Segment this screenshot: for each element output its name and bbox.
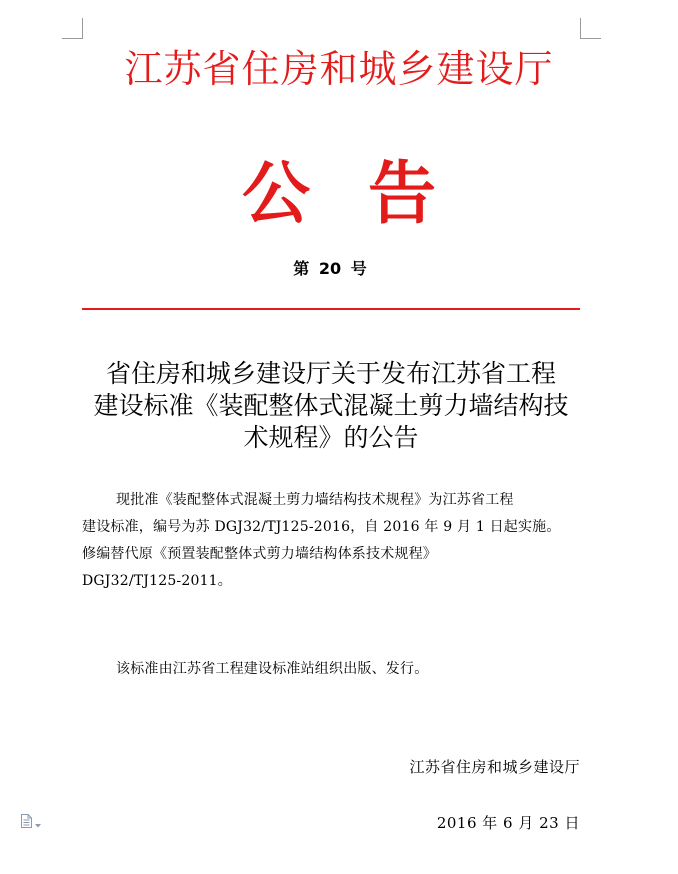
document-number: 第 20 号 xyxy=(293,259,367,278)
issuer-heading: 江苏省住房和城乡建设厅 xyxy=(124,47,554,91)
crop-mark-top-left xyxy=(62,18,83,39)
title-line-3: 术规程》的公告 xyxy=(243,423,419,452)
body-line: DGJ32/TJ125-2011。 xyxy=(82,573,232,589)
chevron-down-icon xyxy=(35,813,41,832)
red-separator-line xyxy=(82,308,580,310)
title-line-2: 建设标准《装配整体式混凝土剪力墙结构技 xyxy=(93,391,569,420)
body-paragraph-1 xyxy=(82,487,582,595)
paragraph-layout-button[interactable] xyxy=(21,814,51,830)
document-icon xyxy=(21,813,32,832)
document-type-heading: 公告 xyxy=(241,154,494,234)
announcement-title xyxy=(82,358,580,454)
body-paragraph-2 xyxy=(82,656,582,683)
body-line: 现批准《装配整体式混凝土剪力墙结构技术规程》为江苏省工程 xyxy=(116,492,514,508)
body-line: 修编替代原《预置装配整体式剪力墙结构体系技术规程》 xyxy=(82,546,437,562)
body-line: 该标准由江苏省工程建设标准站组织出版、发行。 xyxy=(116,661,429,677)
title-line-1: 省住房和城乡建设厅关于发布江苏省工程 xyxy=(105,359,556,388)
signature: 江苏省住房和城乡建设厅 xyxy=(409,758,580,776)
body-line: 建设标准，编号为苏 DGJ32/TJ125-2016，自 2016 年 9 月 1 日起实施。 xyxy=(82,519,561,535)
crop-mark-top-right xyxy=(580,18,601,39)
issue-date: 2016 年 6 月 23 日 xyxy=(436,814,580,832)
